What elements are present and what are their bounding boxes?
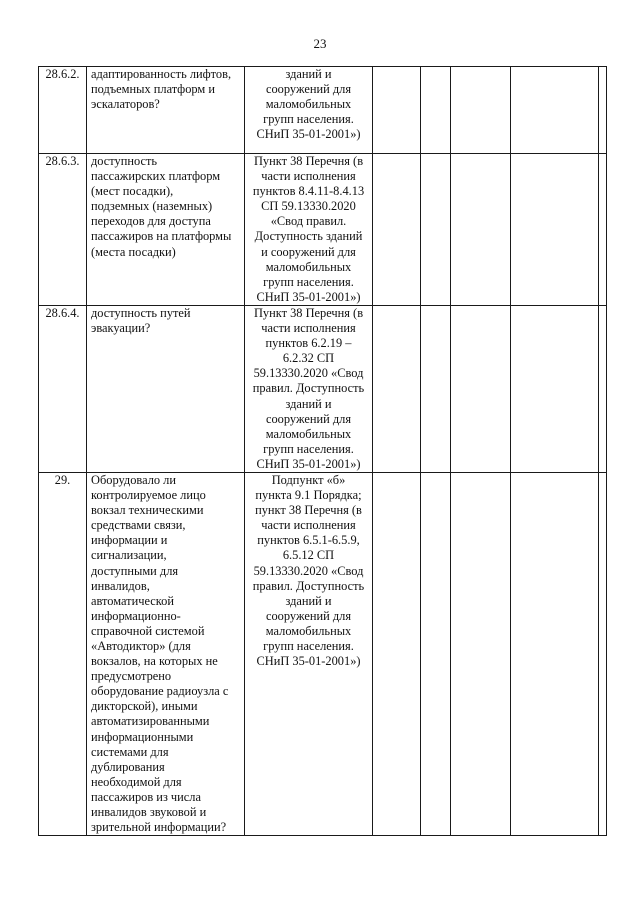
question-text: доступность путей эвакуации? <box>91 305 191 336</box>
edge-cell <box>599 154 607 306</box>
answer-na-cell[interactable] <box>451 305 511 472</box>
answer-no-cell[interactable] <box>421 154 451 306</box>
reference-cell <box>245 305 373 472</box>
answer-yes-cell[interactable] <box>373 472 421 835</box>
checklist-table <box>38 66 607 836</box>
answer-no-cell[interactable] <box>421 472 451 835</box>
answer-na-cell[interactable] <box>451 154 511 306</box>
item-number: 29. <box>39 472 87 835</box>
answer-no-cell[interactable] <box>421 67 451 154</box>
table-row <box>39 305 607 472</box>
note-cell[interactable] <box>511 305 599 472</box>
page-number: 23 <box>313 36 327 51</box>
question-text: Оборудовало ли контролируемое лицо вокзал техническими средствами связи, информации и сигнализации, доступными для инвалидов, автоматической информационно- справочной системой «Автодиктор» (для вокзалов, на которых не предусмотрено оборудование радиоузла с дикторской), иными автоматизированными информационными системами для дублирования необходимой для пассажиров из числа инвалидов звуковой и зрительной информации? <box>91 472 229 835</box>
edge-cell <box>599 472 607 835</box>
reference-text: Пункт 38 Перечня (в части исполнения пунктов 6.2.19 – 6.2.32 СП 59.13330.2020 «Свод правил. Доступность зданий и сооружений для маломобильных групп населения. СНиП 35-01-2001») <box>252 305 365 471</box>
question-cell <box>87 305 245 472</box>
question-text: адаптированность лифтов, подъемных платформ и эскалаторов? <box>91 67 232 112</box>
reference-text: Подпункт «б» пункта 9.1 Порядка; пункт 38 Перечня (в части исполнения пунктов 6.5.1-6.5.9, 6.5.12 СП 59.13330.2020 «Свод правил. Доступность зданий и сооружений для маломобильных групп населения. СНиП 35-01-2001») <box>252 472 365 669</box>
question-cell <box>87 472 245 835</box>
answer-yes-cell[interactable] <box>373 67 421 154</box>
table-row <box>39 472 607 835</box>
item-number: 28.6.3. <box>39 154 87 306</box>
table-row <box>39 67 607 154</box>
answer-yes-cell[interactable] <box>373 305 421 472</box>
answer-no-cell[interactable] <box>421 305 451 472</box>
note-cell[interactable] <box>511 472 599 835</box>
question-cell <box>87 154 245 306</box>
reference-cell <box>245 67 373 154</box>
reference-text: зданий и сооружений для маломобильных групп населения. СНиП 35-01-2001») <box>256 67 361 142</box>
answer-na-cell[interactable] <box>451 67 511 154</box>
answer-yes-cell[interactable] <box>373 154 421 306</box>
edge-cell <box>599 67 607 154</box>
note-cell[interactable] <box>511 67 599 154</box>
item-number: 28.6.4. <box>39 305 87 472</box>
question-text: доступность пассажирских платформ (мест посадки), подземных (наземных) переходов для доступа пассажиров на платформы (места посадки) <box>91 154 232 259</box>
item-number: 28.6.2. <box>39 67 87 154</box>
reference-text: Пункт 38 Перечня (в части исполнения пунктов 8.4.11-8.4.13 СП 59.13330.2020 «Свод правил. Доступность зданий и сооружений для маломобильных групп населения. СНиП 35-01-2001») <box>252 154 365 304</box>
table-row <box>39 154 607 306</box>
reference-cell <box>245 154 373 306</box>
answer-na-cell[interactable] <box>451 472 511 835</box>
edge-cell <box>599 305 607 472</box>
note-cell[interactable] <box>511 154 599 306</box>
question-cell <box>87 67 245 154</box>
reference-cell <box>245 472 373 835</box>
